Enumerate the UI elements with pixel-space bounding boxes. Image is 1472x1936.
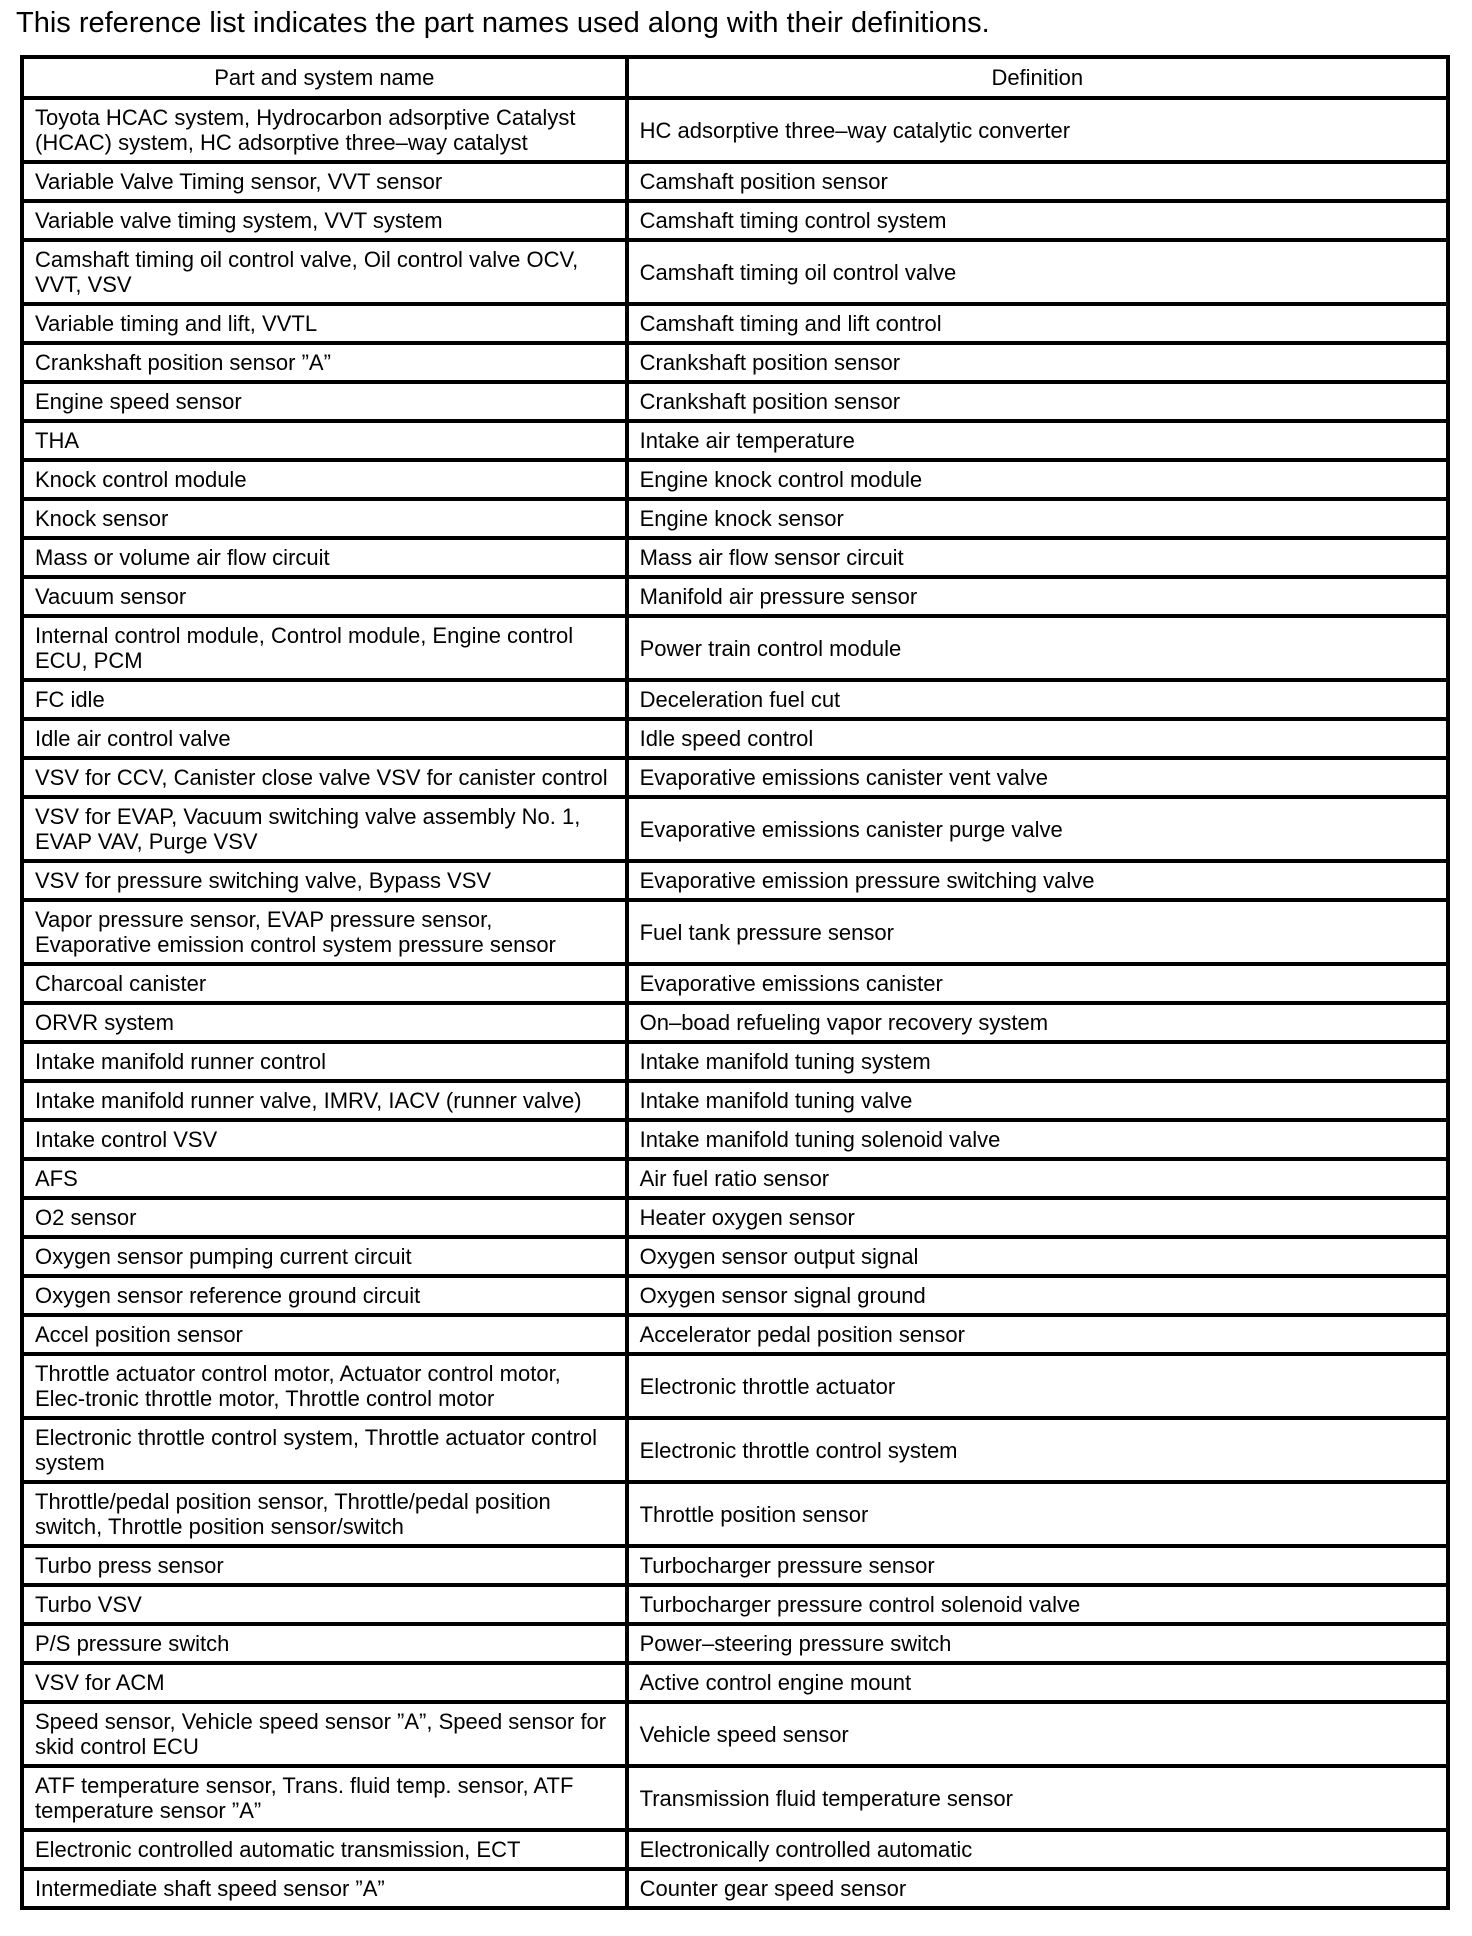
column-header-definition: Definition	[627, 57, 1448, 98]
table-row	[22, 758, 1448, 797]
definition-cell: Active control engine mount	[627, 1663, 1448, 1702]
table-row	[22, 577, 1448, 616]
part-cell: VSV for ACM	[22, 1663, 627, 1702]
part-cell: Vacuum sensor	[22, 577, 627, 616]
table-row	[22, 616, 1448, 680]
table-header-row	[22, 57, 1448, 98]
definition-cell: Fuel tank pressure sensor	[627, 900, 1448, 964]
table-row	[22, 304, 1448, 343]
table-row	[22, 719, 1448, 758]
definition-cell: Power train control module	[627, 616, 1448, 680]
reference-table-body	[22, 98, 1448, 1908]
definition-cell: Electronically controlled automatic	[627, 1830, 1448, 1869]
definition-cell: Transmission fluid temperature sensor	[627, 1766, 1448, 1830]
part-cell: Mass or volume air flow circuit	[22, 538, 627, 577]
table-row	[22, 460, 1448, 499]
definition-cell: Electronic throttle control system	[627, 1418, 1448, 1482]
table-row	[22, 1663, 1448, 1702]
part-cell: Intake manifold runner valve, IMRV, IACV (runner valve)	[22, 1081, 627, 1120]
table-row	[22, 1003, 1448, 1042]
table-row	[22, 499, 1448, 538]
part-cell: Variable valve timing system, VVT system	[22, 201, 627, 240]
part-cell: Electronic throttle control system, Throttle actuator control system	[22, 1418, 627, 1482]
definition-cell: HC adsorptive three–way catalytic converter	[627, 98, 1448, 162]
part-cell: VSV for CCV, Canister close valve VSV for canister control	[22, 758, 627, 797]
definition-cell: Camshaft timing and lift control	[627, 304, 1448, 343]
definition-cell: Camshaft timing oil control valve	[627, 240, 1448, 304]
definition-cell: Intake manifold tuning system	[627, 1042, 1448, 1081]
part-cell: Turbo VSV	[22, 1585, 627, 1624]
part-cell: P/S pressure switch	[22, 1624, 627, 1663]
table-row	[22, 1830, 1448, 1869]
definition-cell: Engine knock sensor	[627, 499, 1448, 538]
table-row	[22, 1354, 1448, 1418]
part-cell: Camshaft timing oil control valve, Oil control valve OCV, VVT, VSV	[22, 240, 627, 304]
part-cell: FC idle	[22, 680, 627, 719]
table-row	[22, 1237, 1448, 1276]
table-row	[22, 1315, 1448, 1354]
table-row	[22, 1624, 1448, 1663]
table-row	[22, 680, 1448, 719]
table-row	[22, 343, 1448, 382]
part-cell: Throttle/pedal position sensor, Throttle/pedal position switch, Throttle position sensor/switch	[22, 1482, 627, 1546]
definition-cell: Evaporative emission pressure switching valve	[627, 861, 1448, 900]
part-cell: AFS	[22, 1159, 627, 1198]
definition-cell: Accelerator pedal position sensor	[627, 1315, 1448, 1354]
part-cell: ATF temperature sensor, Trans. fluid temp. sensor, ATF temperature sensor ”A”	[22, 1766, 627, 1830]
definition-cell: Crankshaft position sensor	[627, 382, 1448, 421]
definition-cell: Mass air flow sensor circuit	[627, 538, 1448, 577]
table-row	[22, 1276, 1448, 1315]
part-cell: Knock sensor	[22, 499, 627, 538]
part-cell: Accel position sensor	[22, 1315, 627, 1354]
table-row	[22, 1198, 1448, 1237]
part-cell: Turbo press sensor	[22, 1546, 627, 1585]
definition-cell: Throttle position sensor	[627, 1482, 1448, 1546]
table-row	[22, 1482, 1448, 1546]
table-row	[22, 797, 1448, 861]
part-cell: Internal control module, Control module, Engine control ECU, PCM	[22, 616, 627, 680]
definition-cell: Power–steering pressure switch	[627, 1624, 1448, 1663]
part-cell: Variable Valve Timing sensor, VVT sensor	[22, 162, 627, 201]
definition-cell: Turbocharger pressure control solenoid valve	[627, 1585, 1448, 1624]
definition-cell: Intake manifold tuning valve	[627, 1081, 1448, 1120]
table-row	[22, 538, 1448, 577]
definition-cell: Vehicle speed sensor	[627, 1702, 1448, 1766]
definition-cell: Counter gear speed sensor	[627, 1869, 1448, 1908]
part-cell: Charcoal canister	[22, 964, 627, 1003]
part-cell: O2 sensor	[22, 1198, 627, 1237]
part-cell: Intake control VSV	[22, 1120, 627, 1159]
part-cell: Intake manifold runner control	[22, 1042, 627, 1081]
table-row	[22, 1418, 1448, 1482]
definition-cell: Camshaft timing control system	[627, 201, 1448, 240]
table-row	[22, 900, 1448, 964]
table-row	[22, 201, 1448, 240]
definition-cell: Engine knock control module	[627, 460, 1448, 499]
part-cell: THA	[22, 421, 627, 460]
definition-cell: Evaporative emissions canister	[627, 964, 1448, 1003]
table-row	[22, 1869, 1448, 1908]
table-row	[22, 1159, 1448, 1198]
definition-cell: Deceleration fuel cut	[627, 680, 1448, 719]
definition-cell: Oxygen sensor signal ground	[627, 1276, 1448, 1315]
part-cell: Variable timing and lift, VVTL	[22, 304, 627, 343]
part-cell: Oxygen sensor reference ground circuit	[22, 1276, 627, 1315]
reference-table	[20, 55, 1450, 1910]
table-row	[22, 1585, 1448, 1624]
definition-cell: Manifold air pressure sensor	[627, 577, 1448, 616]
definition-cell: Crankshaft position sensor	[627, 343, 1448, 382]
table-row	[22, 240, 1448, 304]
definition-cell: Air fuel ratio sensor	[627, 1159, 1448, 1198]
table-row	[22, 964, 1448, 1003]
definition-cell: Intake air temperature	[627, 421, 1448, 460]
definition-cell: Intake manifold tuning solenoid valve	[627, 1120, 1448, 1159]
definition-cell: Camshaft position sensor	[627, 162, 1448, 201]
table-row	[22, 162, 1448, 201]
table-row	[22, 1546, 1448, 1585]
part-cell: Toyota HCAC system, Hydrocarbon adsorptive Catalyst (HCAC) system, HC adsorptive three–way catalyst	[22, 98, 627, 162]
part-cell: Crankshaft position sensor ”A”	[22, 343, 627, 382]
definition-cell: Evaporative emissions canister vent valve	[627, 758, 1448, 797]
table-row	[22, 382, 1448, 421]
table-row	[22, 1081, 1448, 1120]
part-cell: Intermediate shaft speed sensor ”A”	[22, 1869, 627, 1908]
definition-cell: Oxygen sensor output signal	[627, 1237, 1448, 1276]
definition-cell: Evaporative emissions canister purge valve	[627, 797, 1448, 861]
table-row	[22, 1766, 1448, 1830]
part-cell: VSV for EVAP, Vacuum switching valve assembly No. 1, EVAP VAV, Purge VSV	[22, 797, 627, 861]
table-row	[22, 1120, 1448, 1159]
definition-cell: Idle speed control	[627, 719, 1448, 758]
definition-cell: Heater oxygen sensor	[627, 1198, 1448, 1237]
table-row	[22, 421, 1448, 460]
definition-cell: Electronic throttle actuator	[627, 1354, 1448, 1418]
table-row	[22, 861, 1448, 900]
table-row	[22, 98, 1448, 162]
part-cell: ORVR system	[22, 1003, 627, 1042]
part-cell: Electronic controlled automatic transmission, ECT	[22, 1830, 627, 1869]
part-cell: Engine speed sensor	[22, 382, 627, 421]
part-cell: Knock control module	[22, 460, 627, 499]
part-cell: Vapor pressure sensor, EVAP pressure sensor, Evaporative emission control system pressure sensor	[22, 900, 627, 964]
table-row	[22, 1042, 1448, 1081]
part-cell: Oxygen sensor pumping current circuit	[22, 1237, 627, 1276]
definition-cell: On–boad refueling vapor recovery system	[627, 1003, 1448, 1042]
part-cell: VSV for pressure switching valve, Bypass VSV	[22, 861, 627, 900]
part-cell: Speed sensor, Vehicle speed sensor ”A”, Speed sensor for skid control ECU	[22, 1702, 627, 1766]
intro-text: This reference list indicates the part names used along with their definitions.	[16, 7, 990, 39]
part-cell: Throttle actuator control motor, Actuator control motor, Elec-tronic throttle motor, Throttle control motor	[22, 1354, 627, 1418]
table-row	[22, 1702, 1448, 1766]
definition-cell: Turbocharger pressure sensor	[627, 1546, 1448, 1585]
part-cell: Idle air control valve	[22, 719, 627, 758]
column-header-part: Part and system name	[22, 57, 627, 98]
